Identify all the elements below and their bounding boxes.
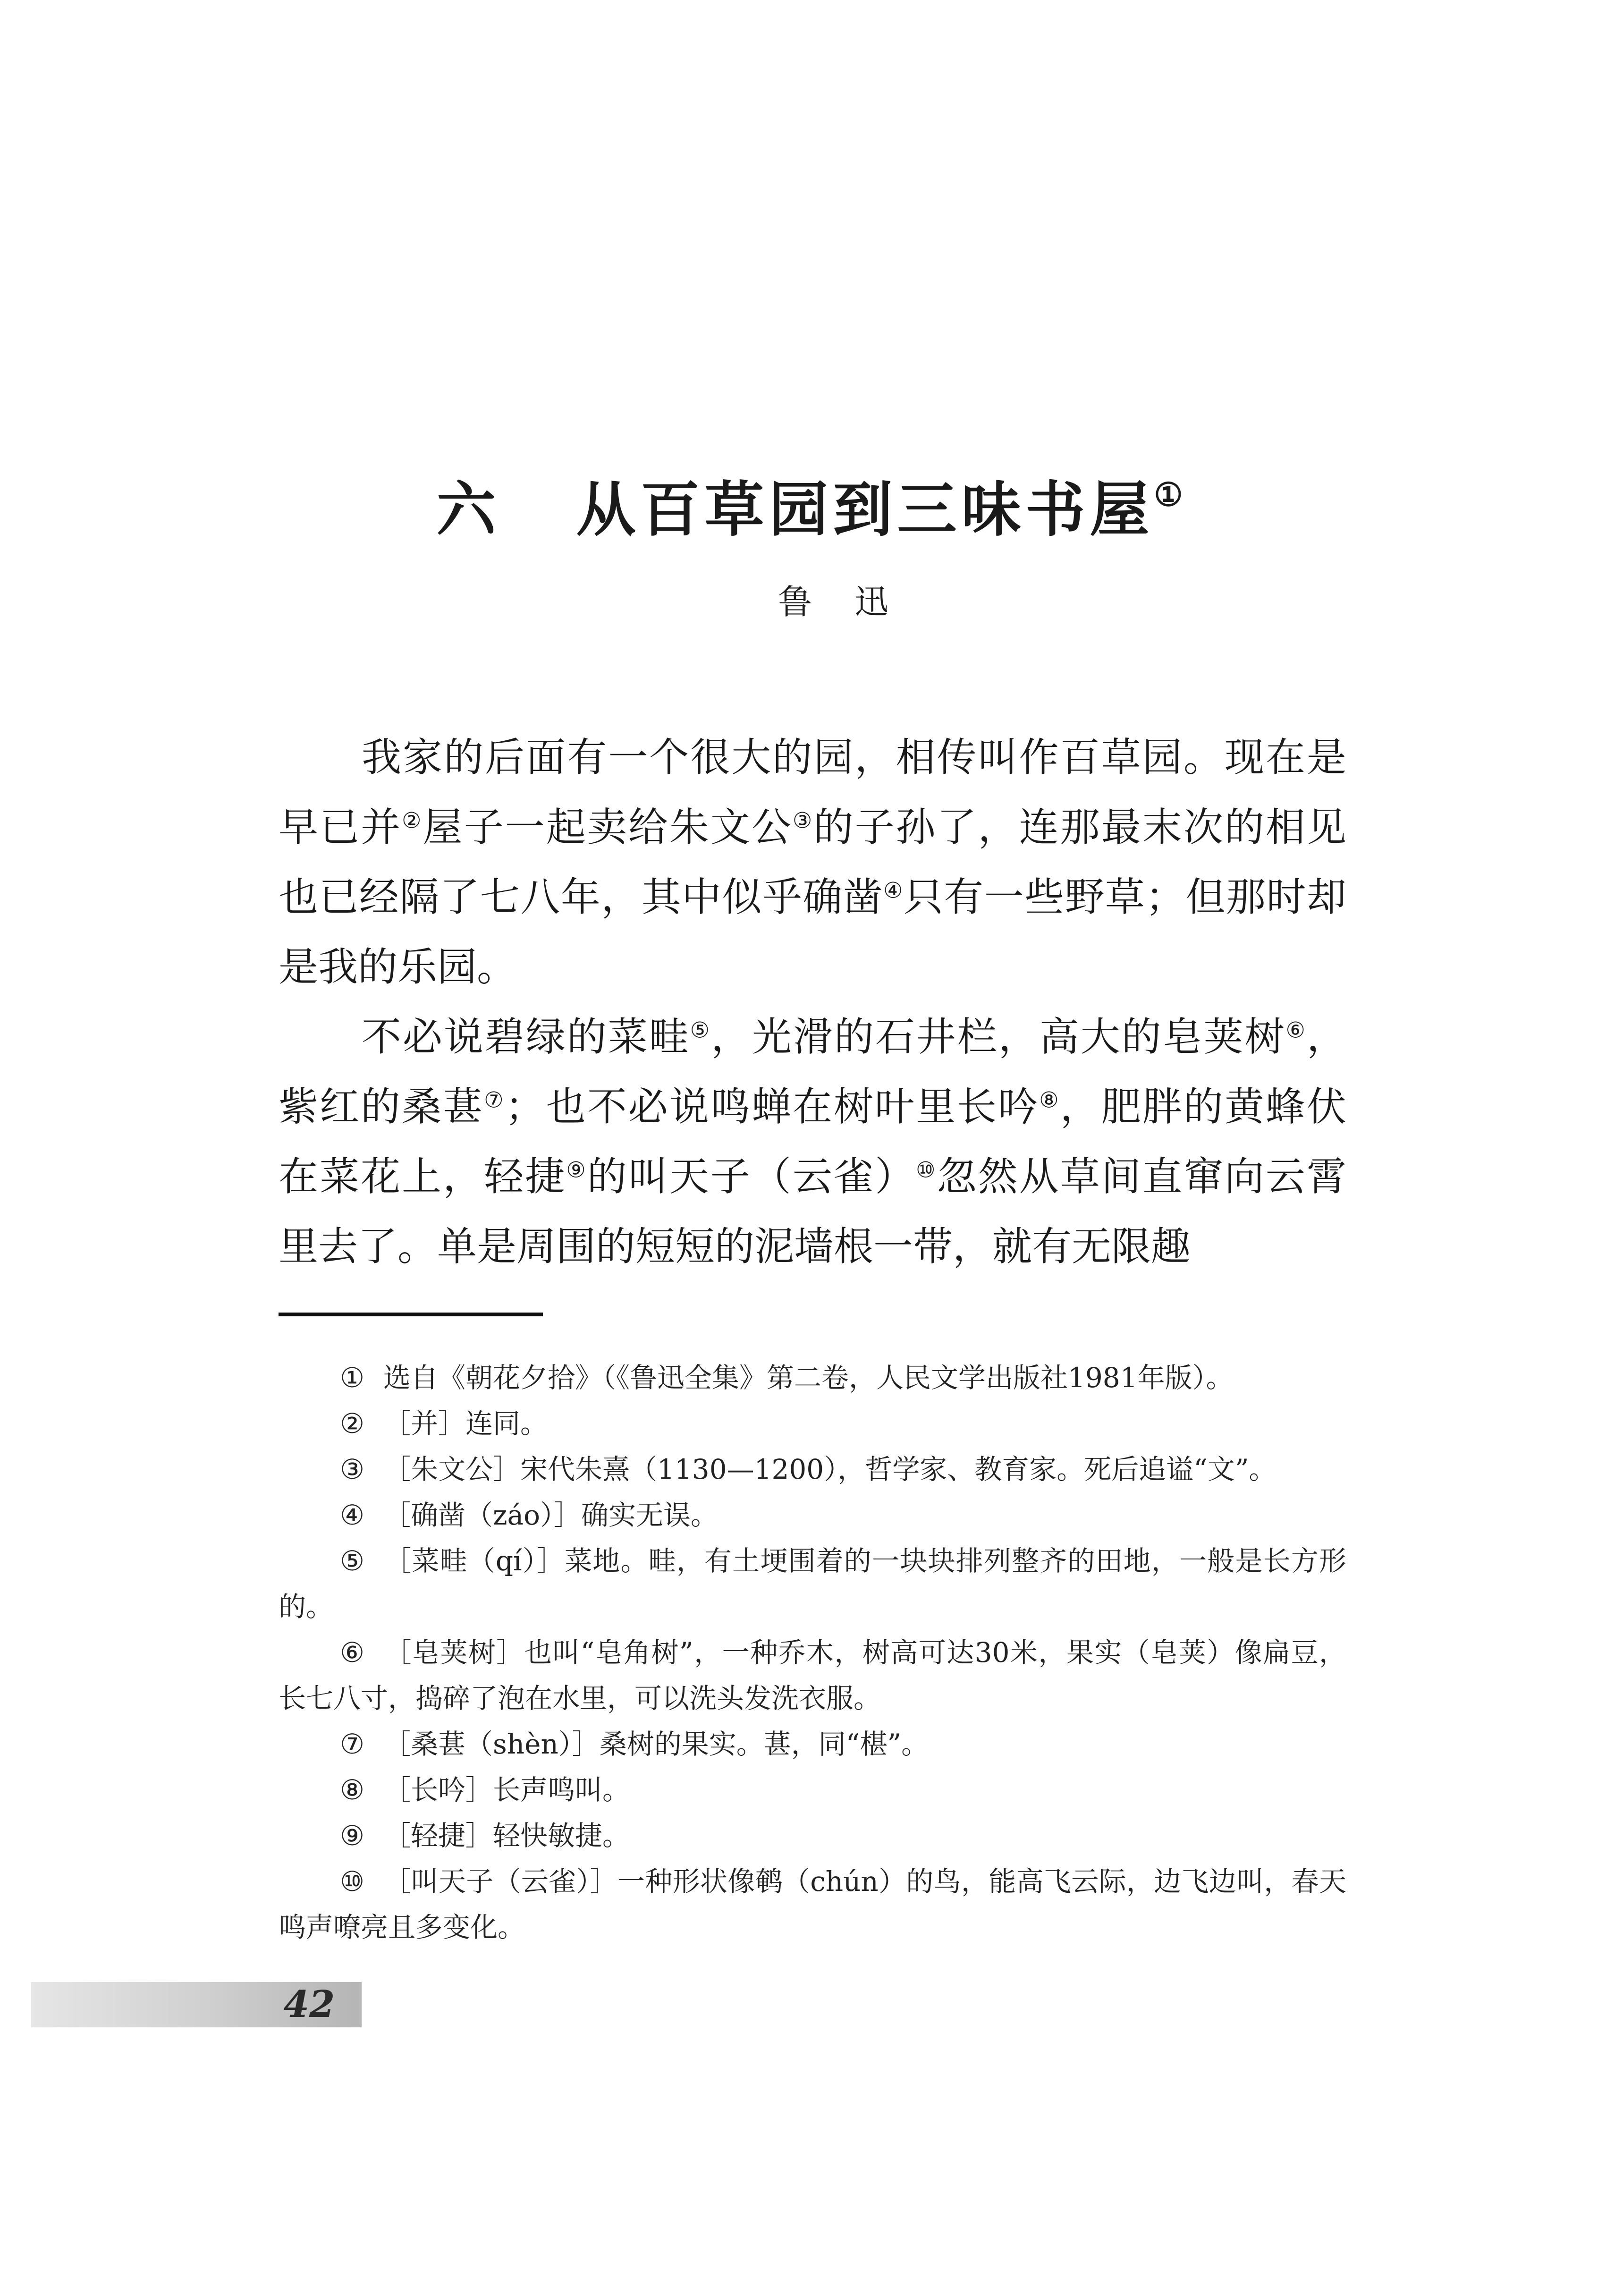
body-paragraph [279,1002,1346,1281]
footnote-ref: ⑦ [484,1087,505,1113]
footnote [279,1721,1346,1767]
footnote-text: ［并］连同。 [383,1407,548,1440]
footnote-text: ［菜畦（qí）］菜地。畦，有土埂围着的一块块排列整齐的田地，一般是长方形的。 [279,1545,1347,1623]
footnote-mark: ⑩ [340,1865,365,1898]
footnote-ref: ② [402,807,423,833]
footnote-mark: ① [340,1362,364,1394]
footnote-text: ［轻捷］轻快敏捷。 [383,1820,630,1852]
body-paragraph [279,722,1346,1002]
footnote [279,1355,1346,1401]
footnote-mark: ④ [340,1499,364,1531]
footnote-text: ［朱文公］宋代朱熹（1130—1200），哲学家、教育家。死后追谥“文”。 [383,1453,1276,1485]
footnote-mark: ⑦ [340,1728,364,1760]
footnote-ref: ⑨ [566,1157,587,1183]
paragraph-text: ，紫红的桑葚 [279,1014,1346,1130]
author-name: 鲁迅 [778,582,931,622]
footnotes [279,1355,1346,1950]
lesson-title-text: 从百草园到三味书屋 [576,474,1154,545]
paragraph-text: 屋子一起卖给朱文公 [423,804,793,850]
paragraph-text: 的叫天子（云雀） [587,1153,916,1200]
footnote-ref: ⑥ [1285,1017,1307,1043]
footnote [279,1538,1346,1630]
footnote-mark: ⑨ [340,1820,364,1852]
footnote-mark: ⑧ [340,1774,364,1806]
lesson-number: 六 [436,474,501,545]
footnote-ref: ⑧ [1039,1087,1060,1113]
paragraph-text: 忽然从草间直窜向云霄里去了。单是周围的短短的泥墙根一带，就有无限趣 [279,1153,1346,1270]
footnote-text: ［确凿（záo）］确实无误。 [383,1499,719,1531]
footnote-ref: ④ [883,877,904,903]
page-number: 42 [283,1983,335,2026]
lesson-title [283,465,1341,554]
footnote [279,1492,1346,1538]
paragraph-text: ；也不必说鸣蝉在树叶里长吟 [505,1084,1040,1130]
footnote [279,1630,1346,1721]
paragraph-text: 的子孙了，连那最末次的相见也已经隔了七八年，其中似乎确凿 [279,804,1346,920]
footnote [279,1859,1346,1950]
footnote [279,1447,1346,1492]
footnote-text: ［长吟］长声鸣叫。 [383,1774,630,1806]
footnote-ref: ⑩ [916,1157,937,1183]
footnote-text: 选自《朝花夕拾》（《鲁迅全集》第二卷，人民文学出版社1981年版）。 [383,1362,1234,1394]
footnote [279,1767,1346,1813]
footnote-text: ［桑葚（shèn）］桑树的果实。葚，同“椹”。 [383,1728,929,1760]
paragraph-text: 只有一些野草；但那时却是我的乐园。 [279,874,1346,990]
footnote [279,1813,1346,1859]
footnote-mark: ③ [340,1453,364,1485]
footnote-mark: ② [340,1407,364,1440]
footnote-text: ［叫天子（云雀）］一种形状像鹌（chún）的鸟，能高飞云际，边飞边叫，春天鸣声嘹亮且多变化。 [279,1865,1346,1943]
body-text [279,722,1346,1281]
footnote-mark: ⑤ [340,1545,365,1577]
title-note-ref: ① [1154,476,1188,514]
footnote-text: ［皂荚树］也叫“皂角树”，一种乔木，树高可达30米，果实（皂荚）像扁豆，长七八寸，捣碎了泡在水里，可以洗头发洗衣服。 [279,1636,1346,1714]
footnote-ref: ⑤ [690,1017,711,1043]
paragraph-text: 我家的后面有一个很大的园，相传叫作百草园。现在是早已并 [279,734,1346,850]
footnote [279,1401,1346,1447]
footnote-mark: ⑥ [340,1636,365,1669]
paragraph-text: ，肥胖的黄蜂伏在菜花上，轻捷 [279,1084,1346,1200]
footnote-ref: ③ [792,807,814,833]
paragraph-text: 不必说碧绿的菜畦 [362,1014,690,1060]
footnote-divider [279,1313,543,1316]
paragraph-text: ，光滑的石井栏，高大的皂荚树 [711,1014,1286,1060]
